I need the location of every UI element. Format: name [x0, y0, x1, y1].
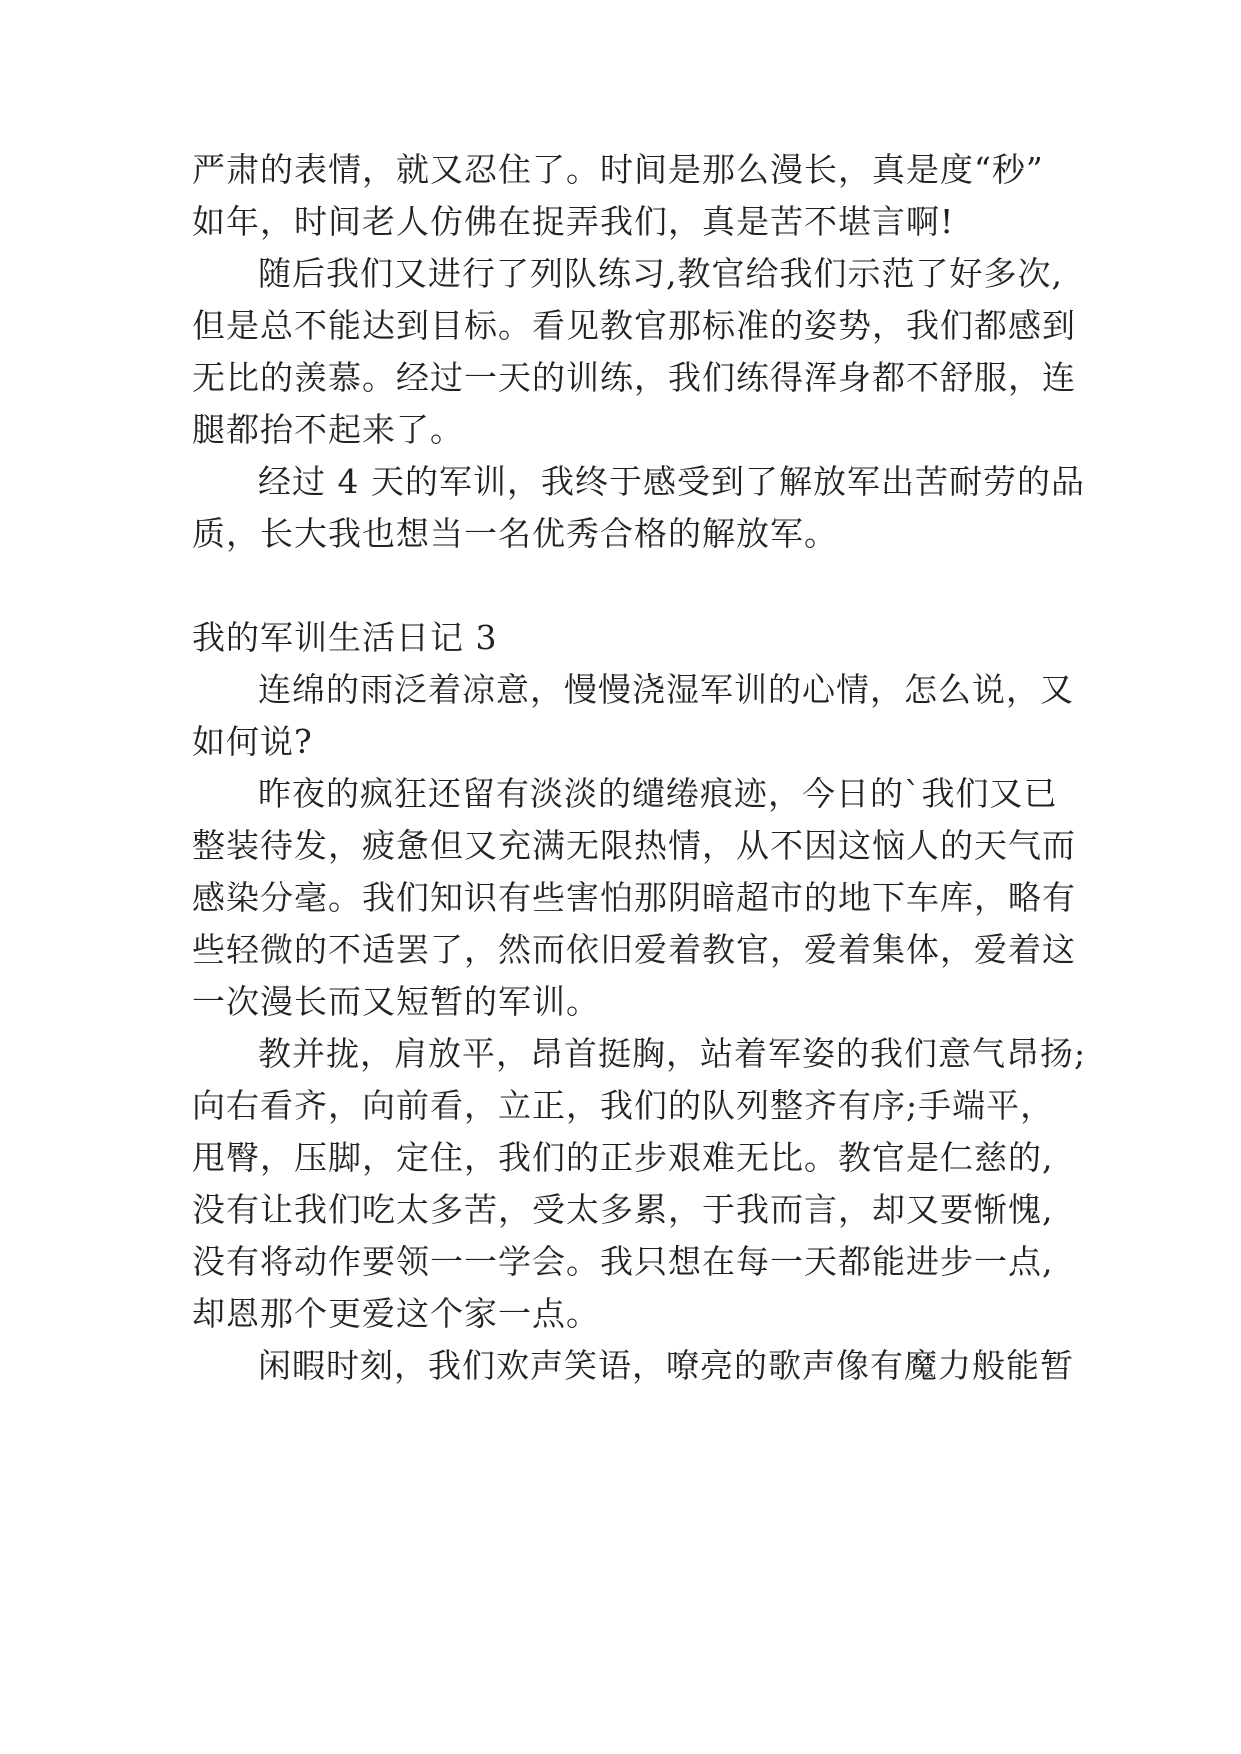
text-line: 些轻微的不适罢了，然而依旧爱着教官，爱着集体，爱着这 — [192, 930, 1076, 969]
text-line: 无比的羡慕。经过一天的训练，我们练得浑身都不舒服，连 — [192, 358, 1076, 397]
text-line: 没有让我们吃太多苦，受太多累，于我而言，却又要惭愧, — [192, 1190, 1054, 1229]
text-line: 质，长大我也想当一名优秀合格的解放军。 — [192, 514, 838, 553]
text-line: 整装待发，疲惫但又充满无限热情，从不因这恼人的天气而 — [192, 826, 1076, 865]
section-heading: 我的军训生活日记 3 — [192, 618, 498, 657]
text-line: 没有将动作要领一一学会。我只想在每一天都能进步一点, — [192, 1242, 1054, 1281]
text-line: 但是总不能达到目标。看见教官那标准的姿势，我们都感到 — [192, 306, 1076, 345]
paragraph-first-line: 随后我们又进行了列队练习,教官给我们示范了好多次, — [258, 254, 1063, 293]
text-line: 如年，时间老人仿佛在捉弄我们，真是苦不堪言啊! — [192, 202, 955, 241]
text-line: 向右看齐，向前看，立正，我们的队列整齐有序;手端平， — [192, 1086, 1055, 1125]
text-line: 腿都抬不起来了。 — [192, 410, 464, 449]
text-line: 严肃的表情，就又忍住了。时间是那么漫长，真是度“秒” — [192, 150, 1044, 189]
text-line: 如何说? — [192, 722, 313, 761]
text-line: 一次漫长而又短暂的军训。 — [192, 982, 600, 1021]
paragraph-first-line: 昨夜的疯狂还留有淡淡的缱绻痕迹，今日的`我们又已 — [258, 774, 1058, 813]
text-line: 甩臀，压脚，定住，我们的正步艰难无比。教官是仁慈的, — [192, 1138, 1054, 1177]
paragraph-first-line: 连绵的雨泛着凉意，慢慢浇湿军训的心情，怎么说，又 — [258, 670, 1074, 709]
text-line: 感染分毫。我们知识有些害怕那阴暗超市的地下车库，略有 — [192, 878, 1076, 917]
text-line: 却恩那个更爱这个家一点。 — [192, 1294, 600, 1333]
paragraph-first-line: 经过 4 天的军训，我终于感受到了解放军出苦耐劳的品 — [258, 462, 1085, 501]
paragraph-first-line: 教并拢，肩放平，昂首挺胸，站着军姿的我们意气昂扬; — [258, 1034, 1087, 1073]
paragraph-first-line: 闲暇时刻，我们欢声笑语，嘹亮的歌声像有魔力般能暂 — [258, 1346, 1074, 1385]
